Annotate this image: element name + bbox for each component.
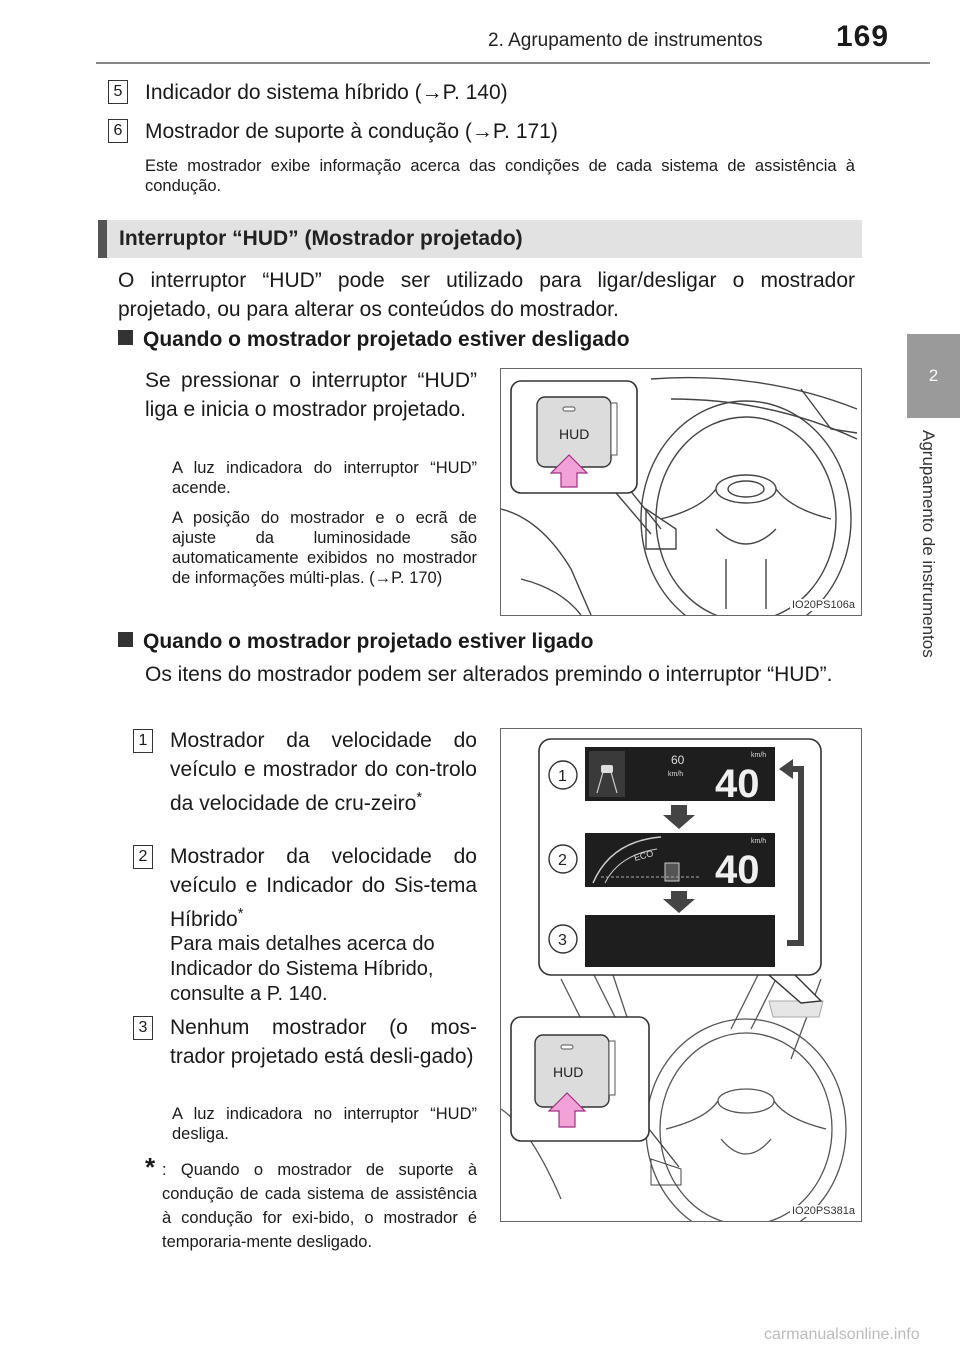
hud-modes-illustration	[501, 729, 861, 1221]
svg-text:ECO: ECO	[632, 848, 655, 863]
chapter-tab-label: Agrupamento de instrumentos	[919, 430, 938, 658]
svg-text:3: 3	[558, 932, 567, 949]
on-item-3-note: A luz indicadora no interruptor “HUD” desliga.	[172, 1105, 477, 1143]
header-rule	[96, 62, 930, 64]
svg-text:km/h: km/h	[751, 752, 767, 759]
svg-text:km/h: km/h	[668, 771, 684, 778]
figure-1-code: IO20PS106a	[792, 599, 855, 611]
svg-text:60: 60	[671, 753, 685, 767]
on-item-2-text: Mostrador da velocidade do veículo e Indicador do Sis-tema Híbrido*	[170, 845, 477, 931]
svg-text:2: 2	[558, 852, 567, 869]
item-number-6: 6	[108, 119, 128, 143]
item-5-text: Indicador do sistema híbrido (→P. 140)	[145, 81, 508, 104]
svg-text:40: 40	[715, 848, 760, 892]
on-item-number-2: 2	[133, 845, 153, 869]
on-item-number-3: 3	[133, 1016, 153, 1040]
section-title: Interruptor “HUD” (Mostrador projetado)	[119, 227, 523, 250]
subheading-on: Quando o mostrador projetado estiver ligado	[118, 630, 593, 654]
svg-text:HUD: HUD	[553, 1064, 584, 1080]
off-note-1: A luz indicadora do interruptor “HUD” acende.	[172, 459, 477, 497]
off-note-2: A posição do mostrador e o ecrã de ajuste da luminosidade são automaticamente exibidos no mostrador de informações múlti-plas. (→P. 170)	[172, 509, 477, 587]
section-title-bar	[98, 220, 862, 258]
item-6-text: Mostrador de suporte à condução (→P. 171)	[145, 120, 558, 143]
chapter-tab-number: 2	[928, 366, 939, 385]
svg-text:40: 40	[715, 762, 760, 806]
off-body: Se pressionar o interruptor “HUD” liga e inicia o mostrador projetado.	[145, 369, 477, 421]
footer-watermark: carmanualsonline.info	[764, 1326, 920, 1343]
header-section-title: 2. Agrupamento de instrumentos	[488, 30, 763, 51]
on-item-number-1: 1	[133, 729, 153, 753]
figure-hud-modes	[500, 728, 862, 1222]
intro-paragraph: O interruptor “HUD” pode ser utilizado para ligar/desligar o mostrador projetado, ou para alterar os conteúdos do mostrador.	[118, 269, 855, 321]
page-number: 169	[836, 20, 890, 53]
svg-text:km/h: km/h	[751, 838, 767, 845]
subheading-off: Quando o mostrador projetado estiver desligado	[118, 328, 630, 352]
on-item-3-text: Nenhum mostrador (o mos-trador projetado está desli-gado)	[170, 1016, 477, 1068]
chapter-tab[interactable]	[907, 334, 960, 418]
figure-2-code: IO20PS381a	[792, 1205, 855, 1217]
footnote-text: : Quando o mostrador de suporte à condução de cada sistema de assistência à condução for exi-bido, o mostrador é temporaria-mente desligado.	[162, 1161, 477, 1251]
on-body: Os itens do mostrador podem ser alterados premindo o interruptor “HUD”.	[145, 663, 833, 686]
item-6-note: Este mostrador exibe informação acerca das condições de cada sistema de assistência à condução.	[145, 157, 855, 195]
square-bullet-icon	[118, 330, 133, 345]
figure-hud-switch-off	[500, 368, 862, 616]
hud-button-label-1: HUD	[559, 426, 590, 442]
item-number-5: 5	[108, 80, 128, 104]
on-item-1-text: Mostrador da velocidade do veículo e mostrador do con-trolo da velocidade de cru-zeiro*	[170, 729, 477, 815]
steering-wheel-illustration	[501, 369, 861, 615]
square-bullet-icon	[118, 632, 133, 647]
footnote-mark: *	[145, 1152, 156, 1182]
on-item-2-note: Para mais detalhes acerca do Indicador do Sistema Híbrido, consulte a P. 140.	[170, 933, 435, 1005]
svg-text:1: 1	[558, 768, 567, 785]
